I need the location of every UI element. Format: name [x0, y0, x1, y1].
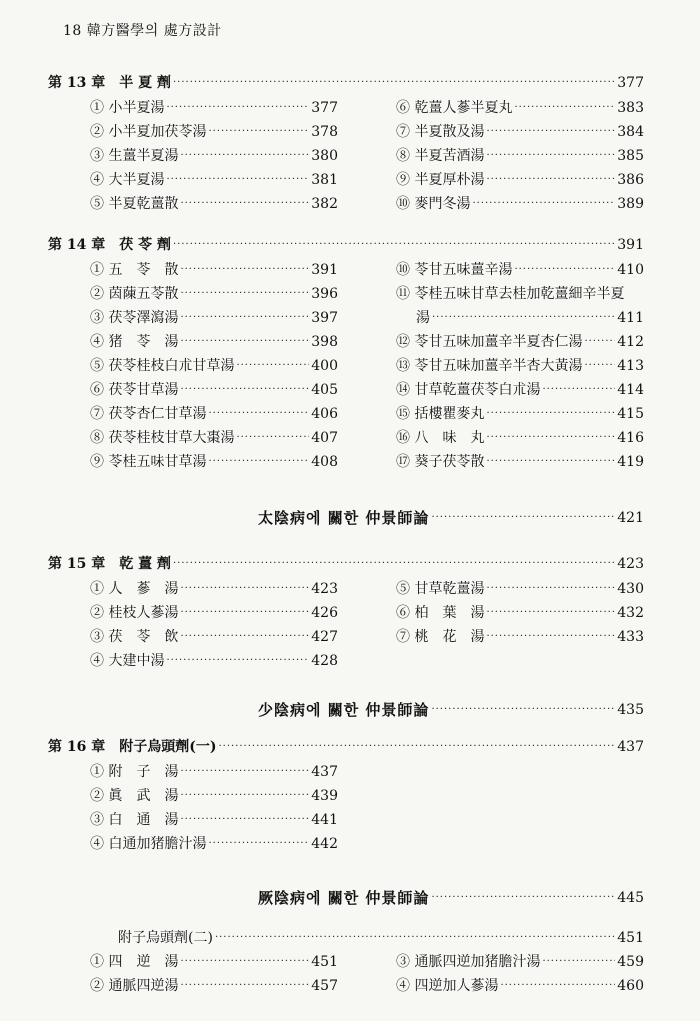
toc-entry: ③ 通脈四逆加猪膽汁湯 ····· 459: [396, 951, 644, 973]
toc-entry: ⑨ 半夏厚朴湯 ····· 386: [396, 169, 644, 191]
toc-entry: ⑤ 甘草乾薑湯 ····· 430: [396, 578, 644, 600]
leader-dots: [236, 427, 309, 449]
toc-entry: ③ 茯 苓 飲 ····· 427: [90, 626, 338, 648]
leader-dots: [180, 307, 309, 329]
leader-dots: [180, 761, 309, 783]
page-number: 421: [617, 510, 644, 526]
leader-dots: [180, 193, 309, 215]
toc-entry: 湯 ····· 411: [416, 307, 644, 329]
leader-dots: [486, 145, 615, 167]
leader-dots: [584, 331, 615, 353]
leader-dots: [486, 121, 615, 143]
leader-dots: [180, 975, 309, 997]
leader-dots: [208, 121, 309, 143]
leader-dots: [432, 307, 615, 329]
toc-entry: ③ 白 通 湯 ····· 441: [90, 809, 338, 831]
leader-dots: [180, 259, 309, 281]
toc-entry: ② 小半夏加茯苓湯 ····· 378: [90, 121, 338, 143]
leader-dots: [542, 379, 615, 401]
toc-entry: ① 人 蔘 湯 ····· 423: [90, 578, 338, 600]
leader-dots: [486, 451, 615, 473]
leader-dots: [500, 975, 615, 997]
toc-entry: ① 四 逆 湯 ····· 451: [90, 951, 338, 973]
leader-dots: [486, 626, 615, 648]
toc-entry: ⑩ 麥門冬湯 ····· 389: [396, 193, 644, 215]
toc-entry: ③ 茯苓澤瀉湯 ····· 397: [90, 307, 338, 329]
page-number: 435: [617, 702, 644, 718]
leader-dots: [173, 234, 615, 256]
toc-entry: ② 眞 武 湯 ····· 439: [90, 785, 338, 807]
leader-dots: [584, 355, 615, 377]
toc-entry: ⑯ 八 味 丸 ····· 416: [396, 427, 644, 449]
leader-dots: [180, 951, 309, 973]
toc-entry-text: ⑪ 苓桂五味甘草去桂加乾薑細辛半夏: [396, 286, 625, 302]
chapter-title: 第 16 章 附子烏頭劑(一): [48, 739, 217, 755]
section-entry: [258, 699, 644, 721]
chapter-13-entry: [48, 72, 644, 94]
leader-dots: [180, 809, 309, 831]
toc-entry: ② 桂枝人蔘湯 ····· 426: [90, 602, 338, 624]
toc-entry: ⑧ 茯苓桂枝甘草大棗湯 ····· 407: [90, 427, 338, 449]
toc-entry: ② 通脈四逆湯 ····· 457: [90, 975, 338, 997]
leader-dots: [166, 650, 309, 672]
toc-entry: ③ 生薑半夏湯 ····· 380: [90, 145, 338, 167]
leader-dots: [486, 578, 615, 600]
toc-entry: ① 小半夏湯 ····· 377: [90, 97, 338, 119]
leader-dots: [180, 379, 309, 401]
leader-dots: [180, 578, 309, 600]
section-entry: [258, 887, 644, 909]
leader-dots: [486, 169, 615, 191]
chapter-15-entry: [48, 553, 644, 575]
leader-dots: [486, 403, 615, 425]
leader-dots: [180, 626, 309, 648]
leader-dots: [173, 72, 615, 94]
leader-dots: [472, 193, 615, 215]
leader-dots: [180, 785, 309, 807]
page-number: 451: [617, 930, 644, 946]
toc-entry: ⑦ 桃 花 湯 ····· 433: [396, 626, 644, 648]
toc-entry: ⑦ 茯苓杏仁甘草湯 ····· 406: [90, 403, 338, 425]
page-number: 437: [617, 739, 644, 755]
chapter-14-entry: [48, 234, 644, 256]
leader-dots: [208, 403, 309, 425]
leader-dots: [431, 507, 615, 529]
toc-entry: ④ 大建中湯 ····· 428: [90, 650, 338, 672]
toc-entry: ⑥ 柏 葉 湯 ····· 432: [396, 602, 644, 624]
page-number: 445: [617, 890, 644, 906]
toc-entry: ① 附 子 湯 ····· 437: [90, 761, 338, 783]
section-title: 太陰病에 關한 仲景師論: [258, 509, 430, 527]
toc-entry: ⑤ 半夏乾薑散 ····· 382: [90, 193, 338, 215]
leader-dots: [166, 97, 309, 119]
subchapter-entry: [118, 927, 644, 949]
leader-dots: [166, 169, 309, 191]
leader-dots: [208, 451, 309, 473]
toc-entry: ⑦ 半夏散及湯 ····· 384: [396, 121, 644, 143]
toc-entry: ⑫ 苓甘五味加薑辛半夏杏仁湯 ····· 412: [396, 331, 644, 353]
toc-entry: ④ 猪 苓 湯 ····· 398: [90, 331, 338, 353]
leader-dots: [542, 951, 615, 973]
toc-entry: ⑨ 苓桂五味甘草湯 ····· 408: [90, 451, 338, 473]
section-title: 少陰病에 關한 仲景師論: [258, 701, 430, 719]
chapter-16-entry: [48, 736, 644, 758]
leader-dots: [514, 97, 615, 119]
chapter-title: 第 14 章 茯 苓 劑: [48, 237, 171, 253]
leader-dots: [486, 427, 615, 449]
leader-dots: [180, 331, 309, 353]
toc-entry: ④ 白通加猪膽汁湯 ····· 442: [90, 833, 338, 855]
toc-entry: ① 五 苓 散 ····· 391: [90, 259, 338, 281]
page-number: 377: [617, 75, 644, 91]
toc-entry: ⑥ 乾薑人蔘半夏丸 ····· 383: [396, 97, 644, 119]
toc-entry: ⑥ 茯苓甘草湯 ····· 405: [90, 379, 338, 401]
toc-entry: ⑤ 茯苓桂枝白朮甘草湯 ····· 400: [90, 355, 338, 377]
leader-dots: [208, 833, 309, 855]
leader-dots: [431, 699, 615, 721]
leader-dots: [431, 887, 615, 909]
toc-entry: ⑭ 甘草乾薑茯苓白朮湯 ····· 414: [396, 379, 644, 401]
leader-dots: [514, 259, 615, 281]
toc-entry: ⑧ 半夏苦酒湯 ····· 385: [396, 145, 644, 167]
running-header: 18 韓方醫學의 處方設計: [63, 23, 222, 39]
section-entry: [258, 507, 644, 529]
chapter-title: 附子烏頭劑(二): [118, 930, 213, 946]
leader-dots: [215, 927, 615, 949]
toc-entry: ④ 大半夏湯 ····· 381: [90, 169, 338, 191]
toc-entry: ⑩ 苓甘五味薑辛湯 ····· 410: [396, 259, 644, 281]
leader-dots: [180, 283, 309, 305]
leader-dots: [180, 145, 309, 167]
chapter-title: 第 15 章 乾 薑 劑: [48, 556, 171, 572]
page-number: 423: [617, 556, 644, 572]
leader-dots: [486, 602, 615, 624]
leader-dots: [218, 736, 615, 758]
leader-dots: [180, 602, 309, 624]
toc-entry: ④ 四逆加人蔘湯 ····· 460: [396, 975, 644, 997]
section-title: 厥陰病에 關한 仲景師論: [258, 889, 430, 907]
toc-entry: ② 茵蔯五苓散 ····· 396: [90, 283, 338, 305]
toc-entry: ⑬ 苓甘五味加薑辛半杏大黃湯 ····· 413: [396, 355, 644, 377]
leader-dots: [173, 553, 615, 575]
leader-dots: [236, 355, 309, 377]
chapter-title: 第 13 章 半 夏 劑: [48, 75, 171, 91]
page-number: 391: [617, 237, 644, 253]
toc-entry: ⑰ 葵子茯苓散 ····· 419: [396, 451, 644, 473]
toc-entry: ⑮ 括樓瞿麥丸 ····· 415: [396, 403, 644, 425]
